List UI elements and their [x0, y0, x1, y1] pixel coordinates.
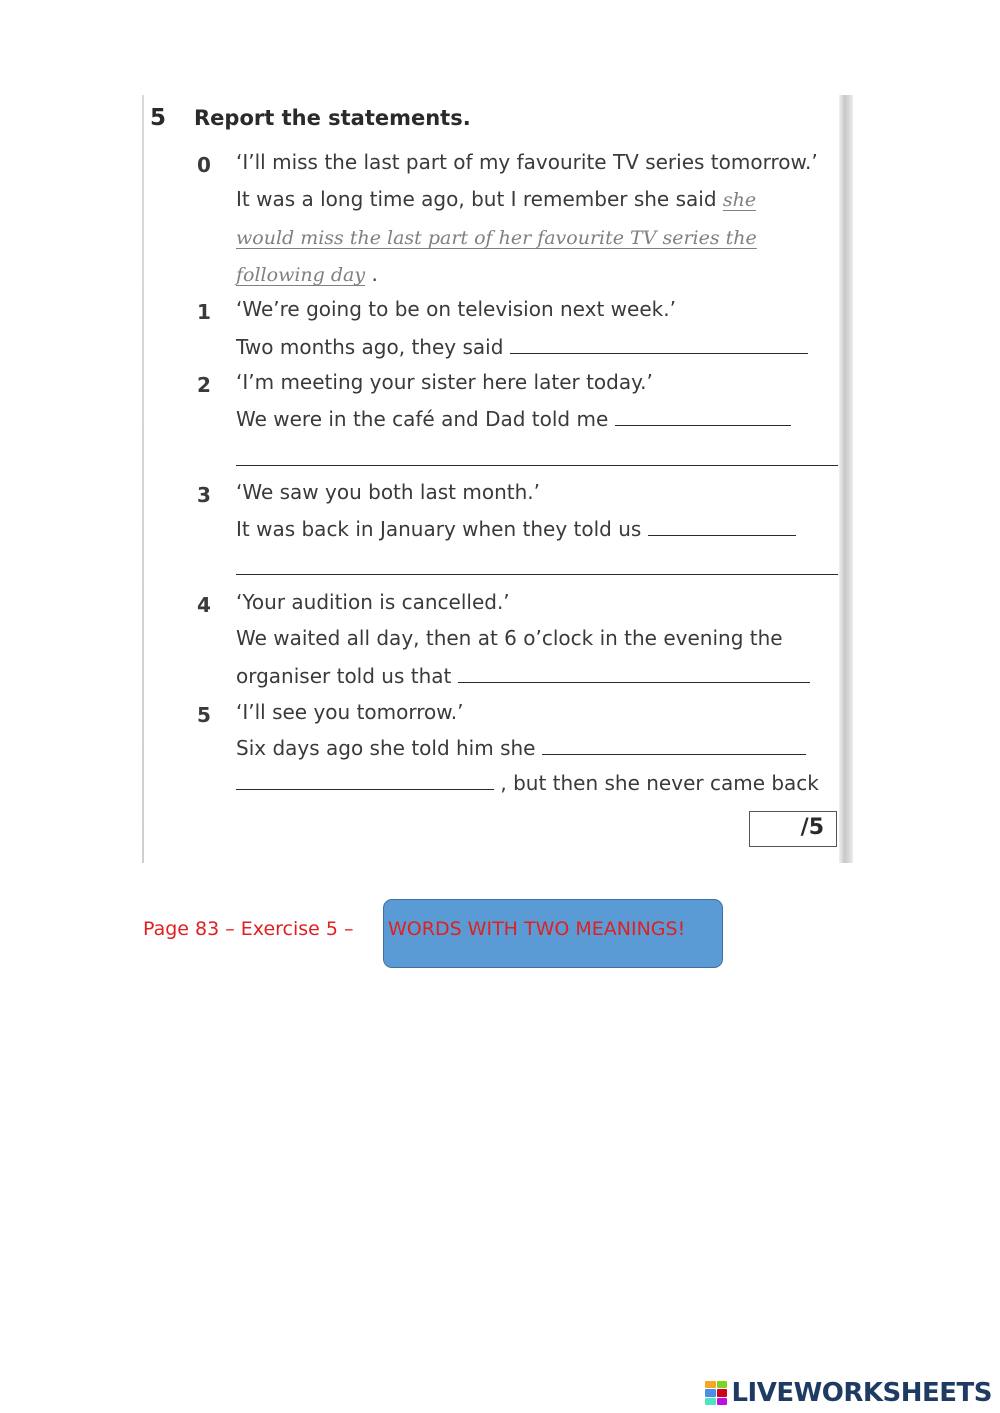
exercise-number: 5 — [150, 105, 167, 131]
logo-icon — [705, 1381, 727, 1405]
item-prompt — [236, 407, 791, 431]
item-prompt — [236, 335, 808, 359]
logo-text: LIVEWORKSHEETS — [731, 1378, 992, 1408]
liveworksheets-logo — [705, 1378, 992, 1408]
item-number: 0 — [197, 153, 211, 177]
scan-left-edge — [142, 95, 144, 863]
example-answer-end: . — [371, 262, 378, 286]
item-quote: ‘I’ll see you tomorrow.’ — [236, 700, 464, 724]
words-meanings-button-label[interactable]: WORDS WITH TWO MEANINGS! — [388, 918, 686, 940]
example-answer-line — [236, 262, 378, 286]
item-number: 5 — [197, 703, 211, 727]
item-quote: ‘Your audition is cancelled.’ — [236, 590, 510, 614]
exercise-caption: Page 83 – Exercise 5 – — [143, 918, 354, 940]
answer-blank[interactable] — [236, 574, 838, 575]
item-quote: ‘I’ll miss the last part of my favourite TV series tomorrow.’ — [236, 150, 818, 174]
item-prompt-text: Two months ago, they said — [236, 335, 504, 359]
answer-blank[interactable] — [542, 753, 806, 755]
answer-blank[interactable] — [615, 424, 791, 426]
answer-blank[interactable] — [648, 534, 796, 536]
item-prompt — [236, 517, 796, 541]
example-answer-line — [236, 225, 757, 249]
page-binding-shadow — [839, 95, 853, 863]
example-answer: she — [722, 189, 757, 211]
item-quote: ‘We saw you both last month.’ — [236, 480, 540, 504]
item-prompt: We waited all day, then at 6 o’clock in the evening the — [236, 626, 783, 650]
example-answer: would miss the last part of her favourite TV series the — [236, 227, 757, 249]
answer-blank[interactable] — [236, 465, 838, 466]
exercise-title: Report the statements. — [194, 106, 471, 130]
item-number: 3 — [197, 483, 211, 507]
item-quote: ‘We’re going to be on television next week.’ — [236, 297, 676, 321]
answer-blank[interactable] — [458, 681, 810, 683]
item-prompt-text: It was a long time ago, but I remember she said — [236, 187, 717, 211]
item-quote: ‘I’m meeting your sister here later today.’ — [236, 370, 653, 394]
item-prompt-text: organiser told us that — [236, 664, 452, 688]
worksheet-scan — [142, 95, 853, 863]
item-prompt-text: It was back in January when they told us — [236, 517, 642, 541]
item-number: 2 — [197, 373, 211, 397]
score-label: /5 — [800, 815, 824, 840]
item-prompt — [236, 771, 819, 795]
item-number: 1 — [197, 300, 211, 324]
answer-blank[interactable] — [236, 788, 494, 790]
answer-blank[interactable] — [510, 352, 808, 354]
item-tail-text: , but then she never came back — [500, 771, 819, 795]
item-prompt — [236, 664, 810, 688]
item-number: 4 — [197, 593, 211, 617]
example-answer: following day — [236, 264, 366, 286]
item-prompt-text: We were in the café and Dad told me — [236, 407, 609, 431]
score-box — [749, 811, 837, 847]
item-prompt — [236, 736, 806, 760]
item-prompt — [236, 187, 756, 211]
item-prompt-text: Six days ago she told him she — [236, 736, 536, 760]
